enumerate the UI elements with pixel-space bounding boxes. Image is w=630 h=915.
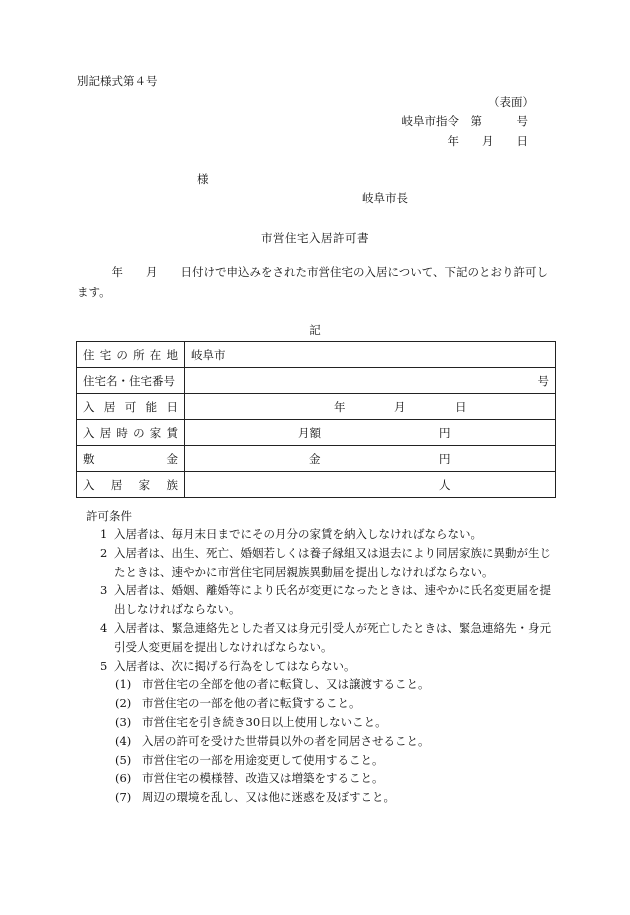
label-char: 居 <box>99 425 112 440</box>
row-value <box>185 342 556 368</box>
condition-item <box>86 544 558 582</box>
label-char: 家 <box>149 425 162 440</box>
label-char: 宅 <box>99 347 112 362</box>
document-title: 市営住宅入居許可書 <box>261 231 369 245</box>
subitem-text: 市営住宅の模様替、改造又は増築をすること。 <box>142 771 384 786</box>
condition-item <box>86 581 558 619</box>
condition-text: 入居者は、次に掲げる行為をしてはならない。 <box>114 658 356 673</box>
table-row <box>77 394 556 420</box>
month-label: 月 <box>394 400 406 414</box>
row-value <box>185 368 556 394</box>
address-value: 岐阜市 <box>191 347 226 362</box>
condition-text: 入居者は、出生、死亡、婚姻若しくは養子縁組又は退去により同居家族に異動が生じたときは、速やかに市営住宅同居親族異動届を提出しなければならない。 <box>114 545 551 579</box>
label-char: 居 <box>103 399 116 414</box>
table-row <box>77 472 556 498</box>
label-char: 族 <box>166 477 178 492</box>
subitem-text: 市営住宅の一部を他の者に転貸すること。 <box>142 696 361 711</box>
unit-label: 円 <box>439 426 451 440</box>
unit-label: 人 <box>439 478 451 492</box>
conditions-list <box>86 525 558 807</box>
condition-number: 2 <box>100 545 108 560</box>
condition-item <box>86 525 558 544</box>
label-char: 賃 <box>166 425 178 440</box>
condition-subitem <box>86 769 558 788</box>
row-value <box>185 472 556 498</box>
label-char: 能 <box>145 399 158 414</box>
row-label <box>77 420 185 446</box>
table-row <box>77 368 556 394</box>
subitem-number: (6) <box>115 771 132 786</box>
subitem-text: 周辺の環境を乱し、又は他に迷惑を及ぼすこと。 <box>142 790 395 805</box>
row-label <box>77 342 185 368</box>
form-number: 別記様式第４号 <box>77 74 158 88</box>
unit-label: 号 <box>537 374 549 388</box>
table-row <box>77 420 556 446</box>
condition-text: 入居者は、毎月末日までにその月分の家賃を納入しなければならない。 <box>114 527 482 541</box>
label-char: 在 <box>149 347 162 362</box>
label-char: 敷 <box>83 451 95 466</box>
label-char: 居 <box>110 477 123 492</box>
condition-number: 1 <box>100 527 108 541</box>
label-text <box>83 399 178 415</box>
subitem-text: 市営住宅の全部を他の者に転貸し、又は譲渡すること。 <box>142 677 430 692</box>
subitem-text: 入居の許可を受けた世帯員以外の者を同居させること。 <box>142 733 430 748</box>
label-char: 家 <box>138 477 151 492</box>
monthly-label: 月額 <box>298 426 321 440</box>
table-row <box>77 446 556 472</box>
condition-number: 3 <box>100 583 108 598</box>
condition-subitem <box>86 675 558 694</box>
condition-subitem <box>86 694 558 713</box>
row-value <box>185 446 556 472</box>
issue-date: 年 月 日 <box>447 134 528 148</box>
body-text: 年 月 日付けで申込みをされた市営住宅の入居について、下記のとおり許可します。 <box>77 265 549 299</box>
subitem-number: (4) <box>115 733 132 748</box>
label-char: 住 <box>83 347 95 362</box>
info-table <box>76 341 556 498</box>
subitem-number: (3) <box>115 714 132 729</box>
condition-subitem <box>86 732 558 751</box>
addressee-suffix: 様 <box>197 172 209 186</box>
label-text <box>83 451 178 467</box>
label-text <box>83 477 178 493</box>
label-char: 金 <box>166 451 178 466</box>
subitem-number: (2) <box>115 696 132 711</box>
issuer-name: 岐阜市長 <box>362 191 408 205</box>
label-char: 入 <box>83 399 95 414</box>
label-char: 所 <box>133 347 145 362</box>
label-text <box>83 347 178 363</box>
label-char: 地 <box>166 347 178 362</box>
amount-prefix: 金 <box>309 452 321 466</box>
label-char: の <box>133 425 145 440</box>
condition-item <box>86 657 558 676</box>
condition-text: 入居者は、婚姻、離婚等により氏名が変更になったときは、速やかに氏名変更届を提出しなければならない。 <box>114 583 551 617</box>
label-text: 住宅名・住宅番号 <box>83 373 175 388</box>
row-value <box>185 394 556 420</box>
row-label <box>77 368 185 394</box>
condition-item <box>86 619 558 657</box>
condition-subitem <box>86 713 558 732</box>
condition-text: 入居者は、緊急連絡先とした者又は身元引受人が死亡したときは、緊急連絡先・身元引受人変更届を提出しなければならない。 <box>114 620 551 654</box>
subitem-number: (5) <box>115 752 132 767</box>
label-char: 入 <box>83 425 95 440</box>
conditions-title: 許可条件 <box>86 509 132 523</box>
label-char: 日 <box>166 399 178 414</box>
subitem-text: 市営住宅を引き続き30日以上使用しないこと。 <box>142 714 387 729</box>
row-label <box>77 472 185 498</box>
condition-number: 4 <box>100 620 108 635</box>
condition-number: 5 <box>100 658 108 673</box>
table-row <box>77 342 556 368</box>
label-char: 入 <box>83 477 95 492</box>
label-char: 時 <box>116 425 128 440</box>
order-number: 岐阜市指令 第 号 <box>401 114 528 128</box>
subitem-number: (1) <box>115 677 132 692</box>
row-value <box>185 420 556 446</box>
unit-label: 円 <box>439 452 451 466</box>
subitem-text: 市営住宅の一部を用途変更して使用すること。 <box>142 752 384 767</box>
day-label: 日 <box>455 400 467 414</box>
row-label <box>77 394 185 420</box>
label-char: 可 <box>124 399 137 414</box>
side-indicator: （表面） <box>488 95 534 109</box>
label-char: の <box>116 347 128 362</box>
row-label <box>77 446 185 472</box>
subitem-number: (7) <box>115 790 132 805</box>
condition-subitem <box>86 788 558 807</box>
ki-heading: 記 <box>309 323 321 337</box>
condition-subitem <box>86 751 558 770</box>
label-text <box>83 425 178 441</box>
year-label: 年 <box>334 400 346 414</box>
